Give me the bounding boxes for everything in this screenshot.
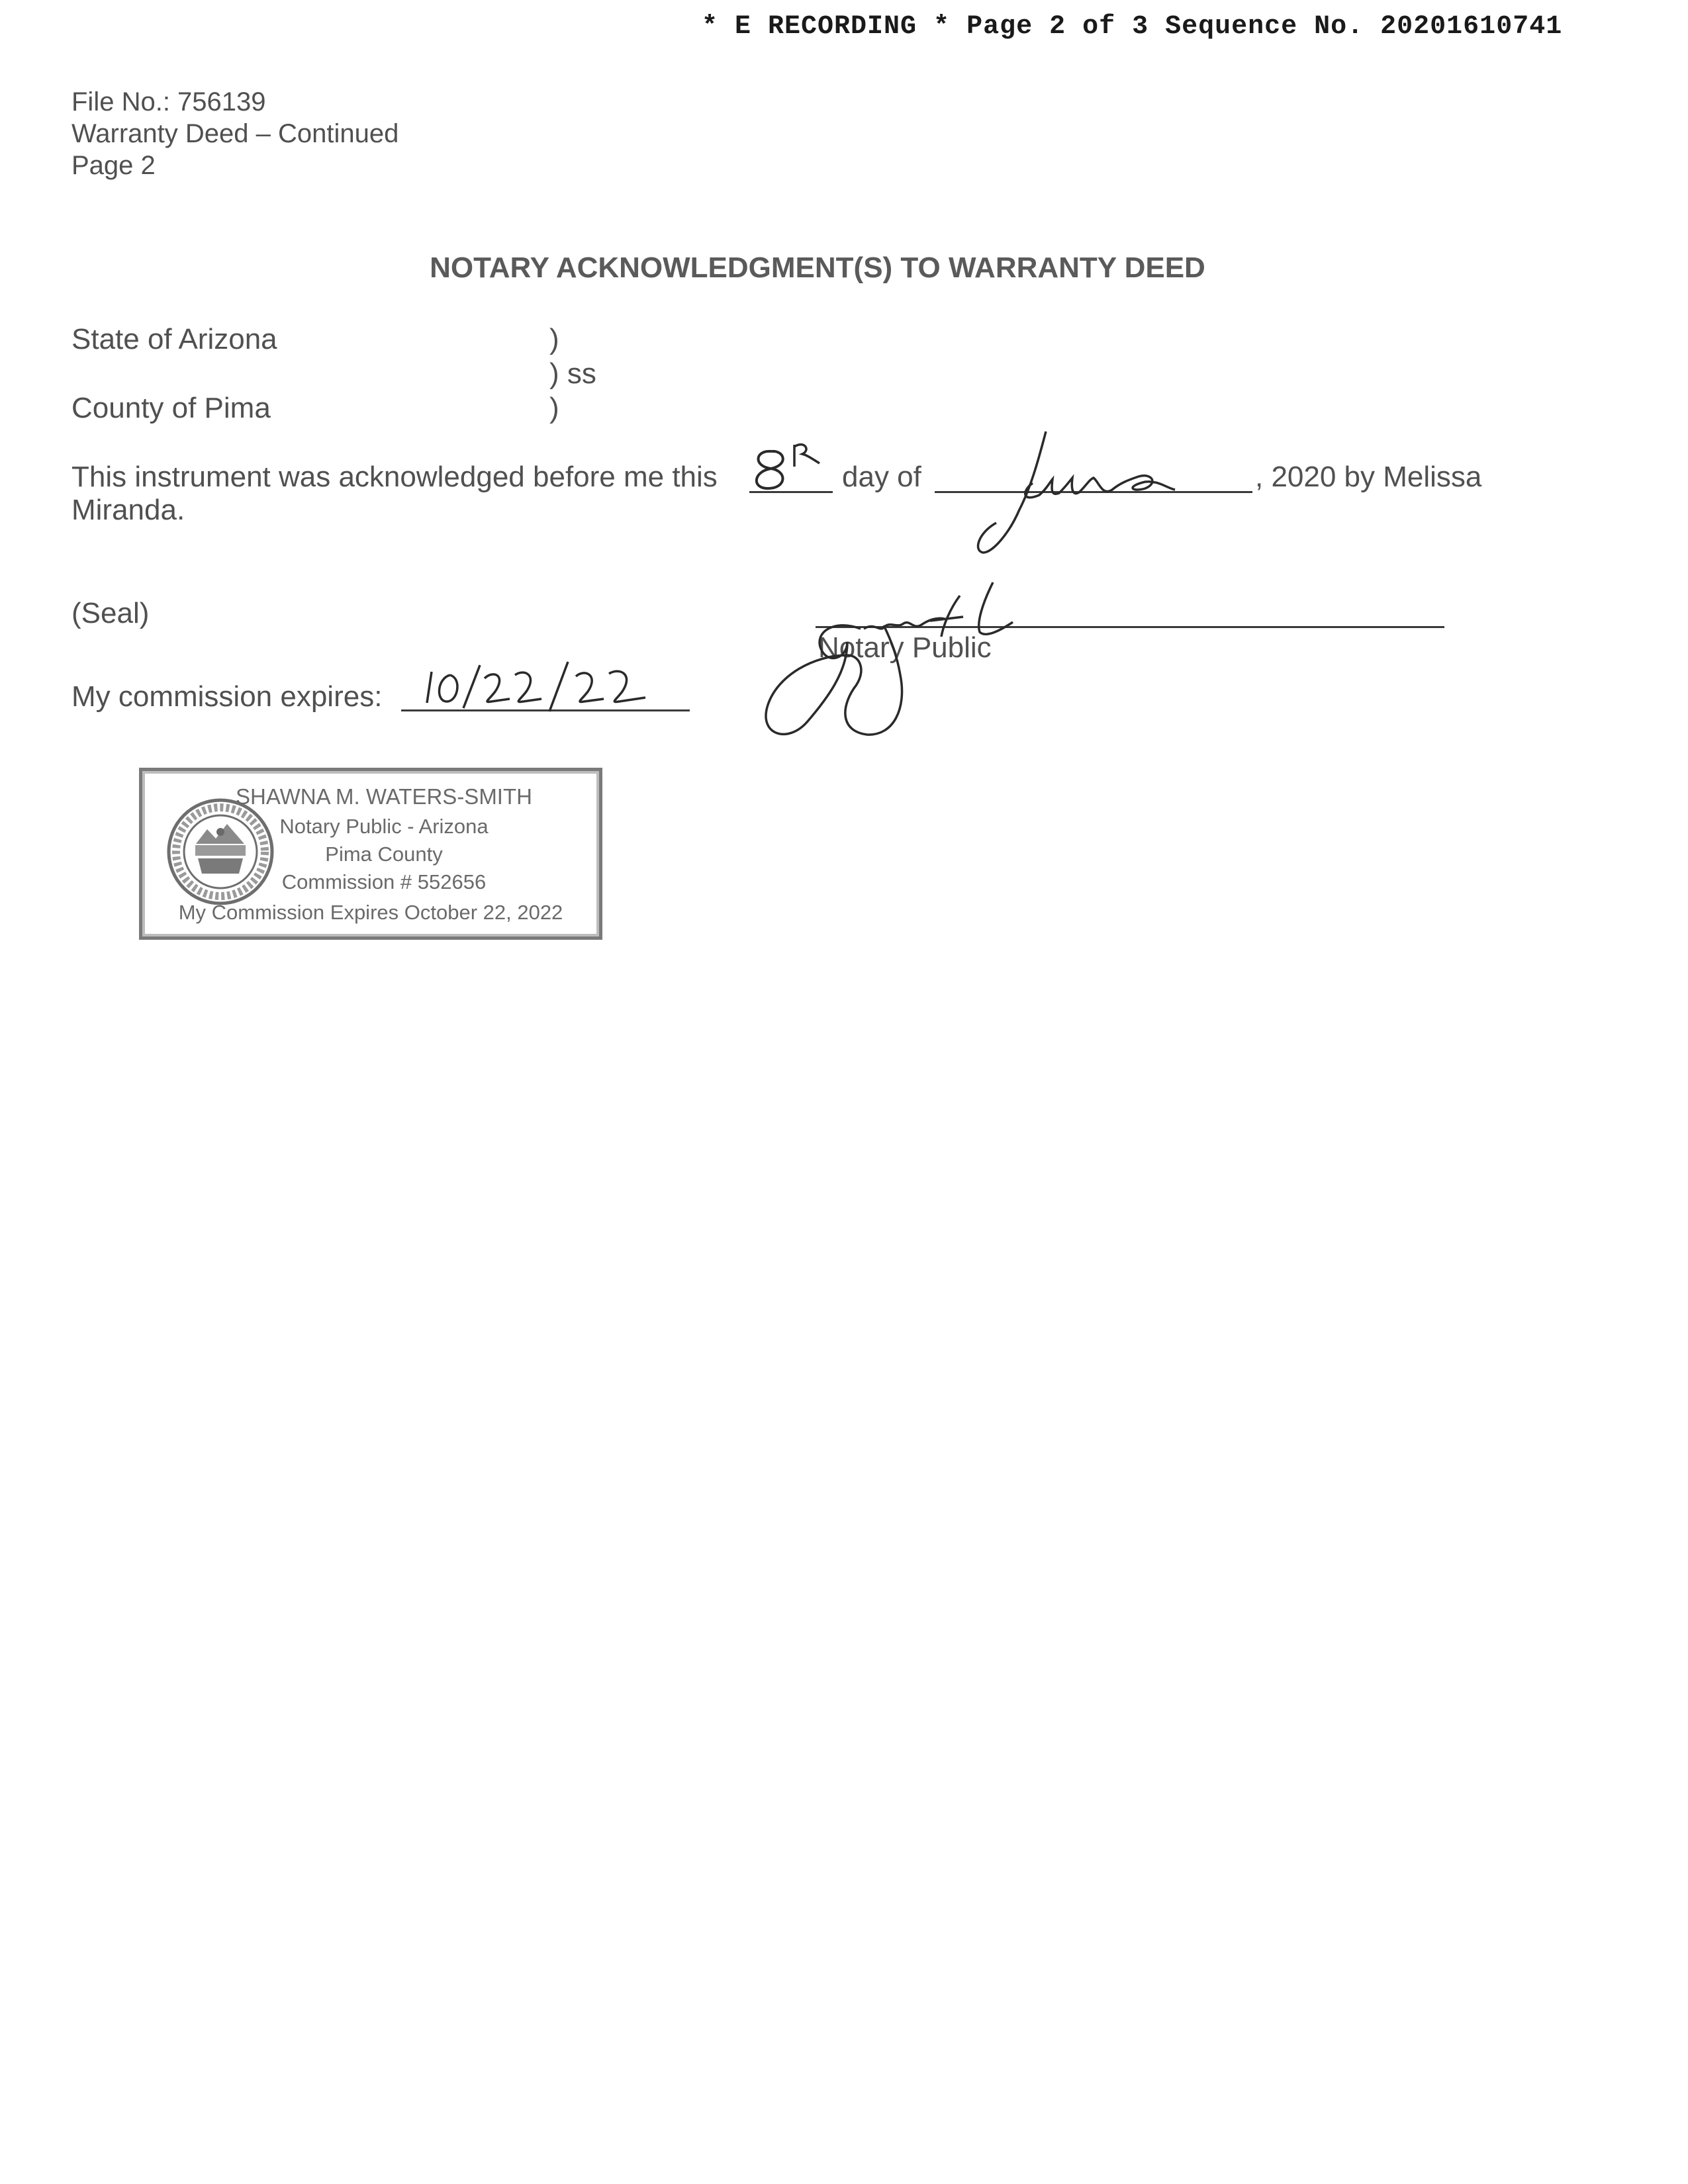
acknowledgment-suffix: , 2020 by Melissa [1255,461,1482,493]
handwritten-day [741,430,834,496]
handwritten-month [947,424,1185,563]
stamp-expires: My Commission Expires October 22, 2022 [178,901,563,924]
page-number: Page 2 [71,151,156,180]
stamp-name: SHAWNA M. WATERS-SMITH [236,784,532,809]
notary-stamp [139,768,602,940]
commission-expires-label: My commission expires: [71,680,383,713]
venue-state: State of Arizona [71,323,277,355]
venue-paren: ) [549,392,559,424]
recording-header: * E RECORDING * Page 2 of 3 Sequence No. 20201610741 [702,12,1563,42]
document-title: Warranty Deed – Continued [71,119,399,148]
venue-ss: ) ss [549,357,596,390]
handwritten-commission-date [417,655,682,715]
notary-public-label: Notary Public [818,631,992,664]
stamp-county: Pima County [325,842,443,866]
acknowledgment-day-word: day of [842,461,921,493]
page-title: NOTARY ACKNOWLEDGMENT(S) TO WARRANTY DEED [430,251,1205,284]
venue-paren: ) [549,323,559,355]
venue-county: County of Pima [71,392,271,424]
stamp-commission-number: Commission # 552656 [281,870,487,893]
notary-signature [748,556,1079,748]
seal-label: (Seal) [71,597,150,629]
stamp-title: Notary Public - Arizona [279,815,489,838]
acknowledgment-line2: Miranda. [71,494,185,526]
file-number: File No.: 756139 [71,87,266,116]
acknowledgment-prefix: This instrument was acknowledged before me this [71,461,718,493]
